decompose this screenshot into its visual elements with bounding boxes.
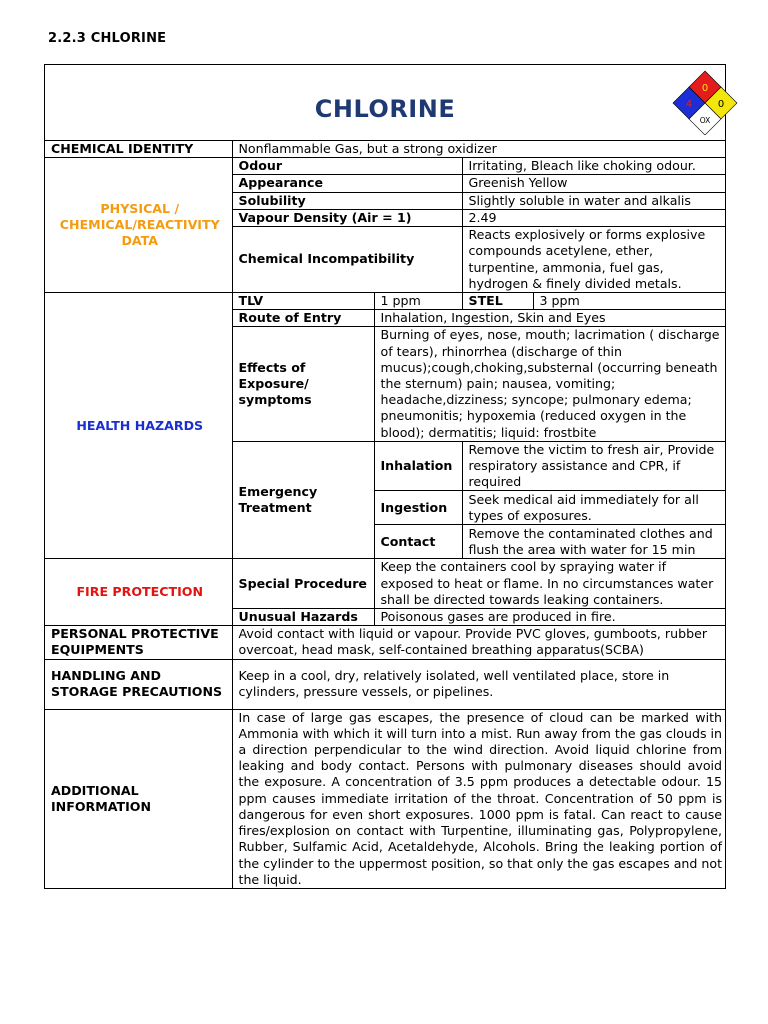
sheet-title: CHLORINE bbox=[314, 95, 456, 123]
effects-value: Burning of eyes, nose, mouth; lacrimation ( discharge of tears), rhinorrhea (discharge of thin mucus);cough,choking,substernal (occurring beneath the sternum) pain; nausea, vomiting; headache,dizziness; syncope; pulmonary edema; pneumonitis; hypoxemia (reduced oxygen in the blood); dermatitis; liquid: frostbite bbox=[374, 327, 725, 441]
contact-label: Contact bbox=[374, 525, 462, 559]
handling-label: HANDLING AND STORAGE PRECAUTIONS bbox=[45, 659, 232, 709]
table-row bbox=[45, 559, 725, 609]
unusual-hazards-value: Poisonous gases are produced in fire. bbox=[374, 609, 725, 626]
title-box bbox=[45, 65, 725, 141]
odour-label: Odour bbox=[232, 158, 462, 175]
nfpa-special: OX bbox=[699, 116, 711, 125]
special-procedure-label: Special Procedure bbox=[232, 559, 374, 609]
contact-value: Remove the contaminated clothes and flush the area with water for 15 min bbox=[462, 525, 725, 559]
tlv-value: 1 ppm bbox=[374, 293, 462, 310]
incompatibility-label: Chemical Incompatibility bbox=[232, 227, 462, 293]
stel-value: 3 ppm bbox=[539, 293, 580, 309]
route-of-entry-value: Inhalation, Ingestion, Skin and Eyes bbox=[374, 310, 725, 327]
odour-value: Irritating, Bleach like choking odour. bbox=[462, 158, 725, 175]
nfpa-flammability: 0 bbox=[701, 83, 709, 94]
nfpa-diamond-icon bbox=[667, 69, 743, 135]
stel-label: STEL bbox=[463, 293, 534, 309]
handling-value: Keep in a cool, dry, relatively isolated, well ventilated place, store in cylinders, pressure vessels, or pipelines. bbox=[232, 659, 725, 709]
route-of-entry-label: Route of Entry bbox=[232, 310, 374, 327]
data-table bbox=[45, 141, 725, 888]
special-procedure-value: Keep the containers cool by spraying water if exposed to heat or flame. In no circumstances water shall be directed towards leaking containers. bbox=[374, 559, 725, 609]
additional-info-label: ADDITIONAL INFORMATION bbox=[45, 709, 232, 888]
table-row bbox=[45, 709, 725, 888]
tlv-label: TLV bbox=[232, 293, 374, 310]
chemical-identity-label: CHEMICAL IDENTITY bbox=[45, 141, 232, 158]
nfpa-health: 4 bbox=[685, 99, 693, 110]
appearance-value: Greenish Yellow bbox=[462, 175, 725, 192]
physical-category-label: PHYSICAL / CHEMICAL/REACTIVITY DATA bbox=[45, 158, 232, 293]
fire-category-label: FIRE PROTECTION bbox=[45, 559, 232, 626]
chemical-identity-value: Nonflammable Gas, but a strong oxidizer bbox=[232, 141, 725, 158]
inhalation-value: Remove the victim to fresh air, Provide respiratory assistance and CPR, if required bbox=[462, 441, 725, 491]
nfpa-reactivity: 0 bbox=[717, 99, 725, 110]
table-row bbox=[45, 626, 725, 659]
appearance-label: Appearance bbox=[232, 175, 462, 192]
solubility-label: Solubility bbox=[232, 192, 462, 209]
table-row bbox=[45, 141, 725, 158]
effects-label: Effects of Exposure/ symptoms bbox=[232, 327, 374, 441]
ppe-label: PERSONAL PROTECTIVE EQUIPMENTS bbox=[45, 626, 232, 659]
ingestion-label: Ingestion bbox=[374, 491, 462, 525]
health-category-label: HEALTH HAZARDS bbox=[45, 293, 232, 559]
chlorine-data-sheet bbox=[44, 64, 726, 889]
emergency-treatment-label: Emergency Treatment bbox=[232, 441, 374, 559]
section-heading: 2.2.3 CHLORINE bbox=[48, 31, 167, 46]
ppe-value: Avoid contact with liquid or vapour. Provide PVC gloves, gumboots, rubber overcoat, head mask, self-contained breathing apparatus(SCBA) bbox=[232, 626, 725, 659]
unusual-hazards-label: Unusual Hazards bbox=[232, 609, 374, 626]
ingestion-value: Seek medical aid immediately for all types of exposures. bbox=[462, 491, 725, 525]
additional-info-value: In case of large gas escapes, the presence of cloud can be marked with Ammonia with which it will turn into a mist. Run away from the gas clouds in a direction perpendicular to the wind direction. Avoid liquid chlorine from leaking and body contact. Persons with pulmonary diseases should avoid the exposure. A concentration of 3.5 ppm produces a detectable odour. 15 ppm causes immediate irritation of the throat. Concentration of 50 ppm is dangerous for even short exposures. 1000 ppm is fatal. Can react to cause fires/explosion on contact with Turpentine, illuminating gas, Polypropylene, Rubber, Sulfamic Acid, Acetaldehyde, Alcohols. Bring the leaking portion of the cylinder to the uppermost position, so that only the gas escapes and not the liquid. bbox=[232, 709, 725, 888]
vapour-density-value: 2.49 bbox=[462, 209, 725, 226]
incompatibility-value: Reacts explosively or forms explosive compounds acetylene, ether, turpentine, ammonia, fuel gas, hydrogen & finely divided metals. bbox=[462, 227, 725, 293]
solubility-value: Slightly soluble in water and alkalis bbox=[462, 192, 725, 209]
inhalation-label: Inhalation bbox=[374, 441, 462, 491]
table-row bbox=[45, 659, 725, 709]
table-row bbox=[45, 158, 725, 175]
table-row bbox=[45, 293, 725, 310]
vapour-density-label: Vapour Density (Air = 1) bbox=[232, 209, 462, 226]
